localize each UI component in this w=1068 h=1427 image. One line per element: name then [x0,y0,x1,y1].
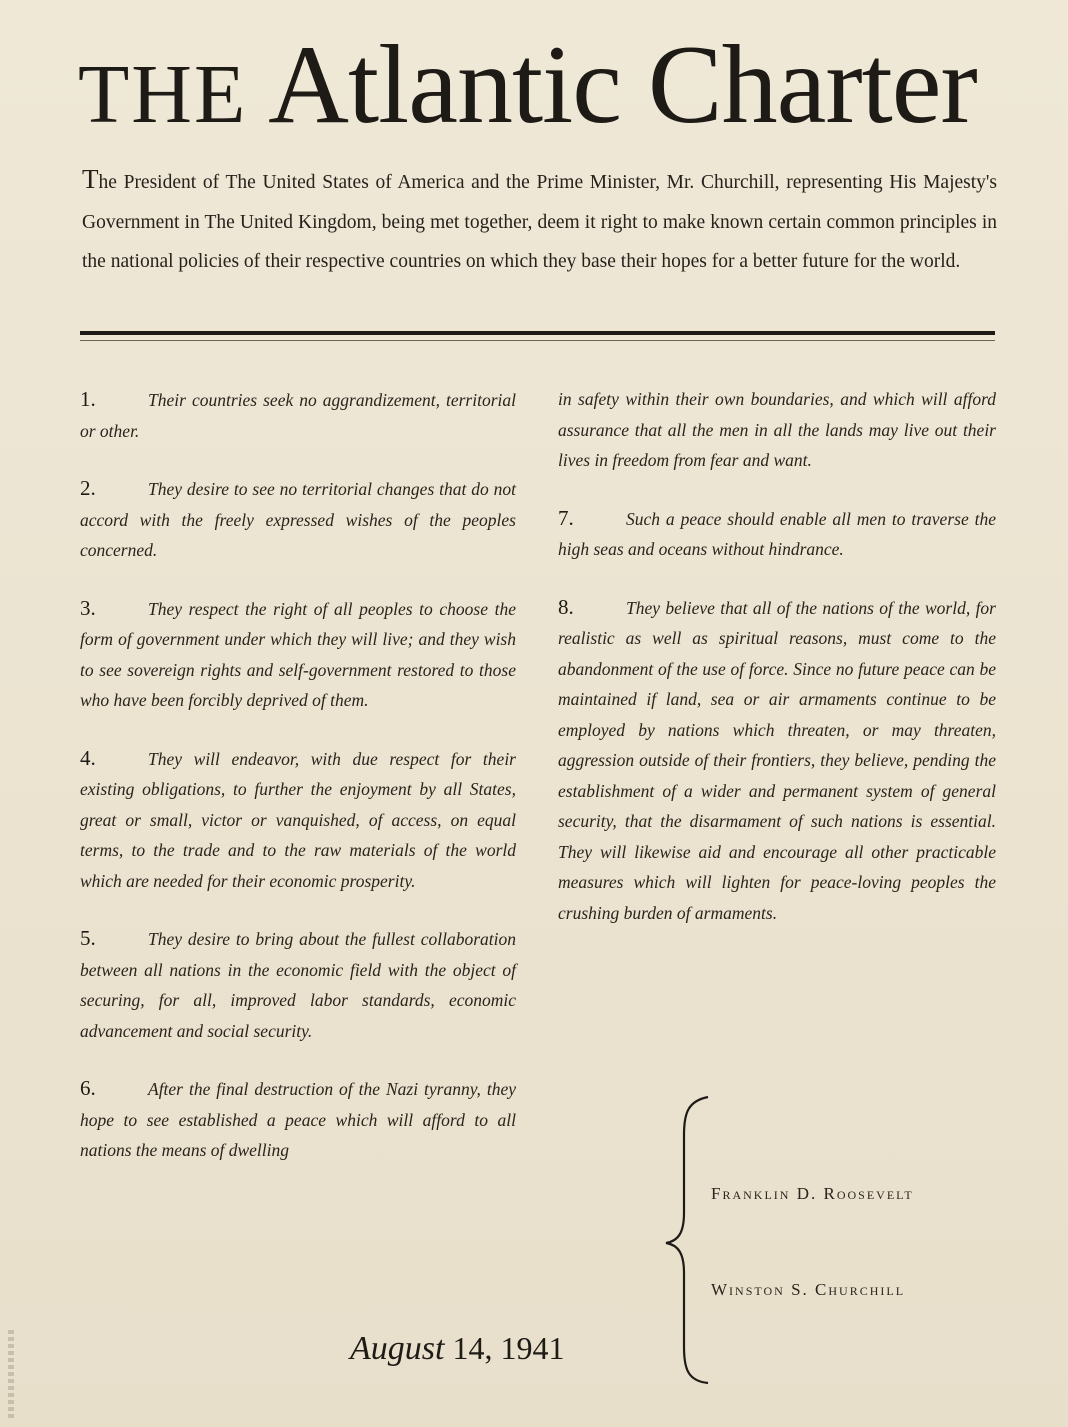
signature-roosevelt: Franklin D. Roosevelt [711,1184,914,1203]
printer-imprint-mark [8,1330,14,1420]
preamble-text: he President of The United States of America and the Prime Minister, Mr. Churchill, representing His Majesty's Government in The United Kingdom, being met together, deem it right to make known certain common principles in the national policies of their respective countries on which they base their hopes for a better future for the world. [82,172,997,272]
article-6-continued [558,384,996,476]
article-text: in safety within their own boundaries, and which will afford assurance that all the men in all the lands may live out their lives in freedom from fear and want. [558,389,996,470]
title-main: Atlantic Charter [268,23,977,147]
article-text: After the final destruction of the Nazi tyranny, they hope to see established a peace which will afford to all nations the means of dwelling [80,1079,516,1160]
article-number: 3. [80,595,96,620]
article-text: Such a peace should enable all men to traverse the high seas and oceans without hindrance. [558,508,996,559]
article-number: 2. [80,476,96,500]
divider-rule-thick [80,331,995,335]
article-number: 4. [80,745,96,770]
article-3 [80,593,516,716]
article-number: 5. [80,926,96,950]
article-4 [80,743,516,897]
article-7 [558,503,996,565]
article-text: They desire to bring about the fullest collaboration between all nations in the economic field with the object of securing, for all, improved labor standards, economic advancement and social security. [80,929,516,1041]
divider-rule-thin [80,340,995,341]
article-number: 1. [80,387,96,411]
article-5 [80,923,516,1046]
article-text: They respect the right of all peoples to choose the form of government under which they will live; and they wish to see sovereign rights and self-government restored to those who have been forcibly deprived of them. [80,598,516,710]
signature-brace [660,1095,720,1385]
preamble-dropcap: T [82,164,99,194]
article-text: They will endeavor, with due respect for their existing obligations, to further the enjoyment by all States, great or small, victor or vanquished, of access, on equal terms, to the trade and to the raw materials of the world which are needed for their economic prosperity. [80,748,516,891]
article-number: 8. [558,594,574,619]
articles-column-right [558,384,996,955]
date-month: August [350,1330,445,1367]
article-text: Their countries seek no aggrandizement, territorial or other. [80,390,516,441]
article-number: 7. [558,505,574,530]
preamble [82,160,997,282]
article-number: 6. [80,1076,96,1100]
title-prefix: THE [78,48,248,141]
article-text: They desire to see no territorial changes that do not accord with the freely expressed wishes of the peoples concerned. [80,479,516,560]
article-6 [80,1073,516,1166]
article-2 [80,473,516,566]
articles-column-left [80,384,516,1193]
article-text: They believe that all of the nations of the world, for realistic as well as spiritual reasons, must come to the abandonment of the use of force. Since no future peace can be maintained if land, sea or air armaments continue to be employed by nations which threaten, or may threaten, aggression outside of their frontiers, they believe, pending the establishment of a wider and permanent system of general security, that the disarmament of such nations is essential. They will likewise aid and encourage all other practicable measures which will lighten for peace-loving peoples the crushing burden of armaments. [558,597,996,923]
date-rest: 14, 1941 [452,1330,565,1366]
document-title [78,10,1008,170]
signature-churchill: Winston S. Churchill [711,1280,906,1299]
document-date [350,1330,564,1368]
article-8 [558,592,996,929]
article-1 [80,384,516,446]
